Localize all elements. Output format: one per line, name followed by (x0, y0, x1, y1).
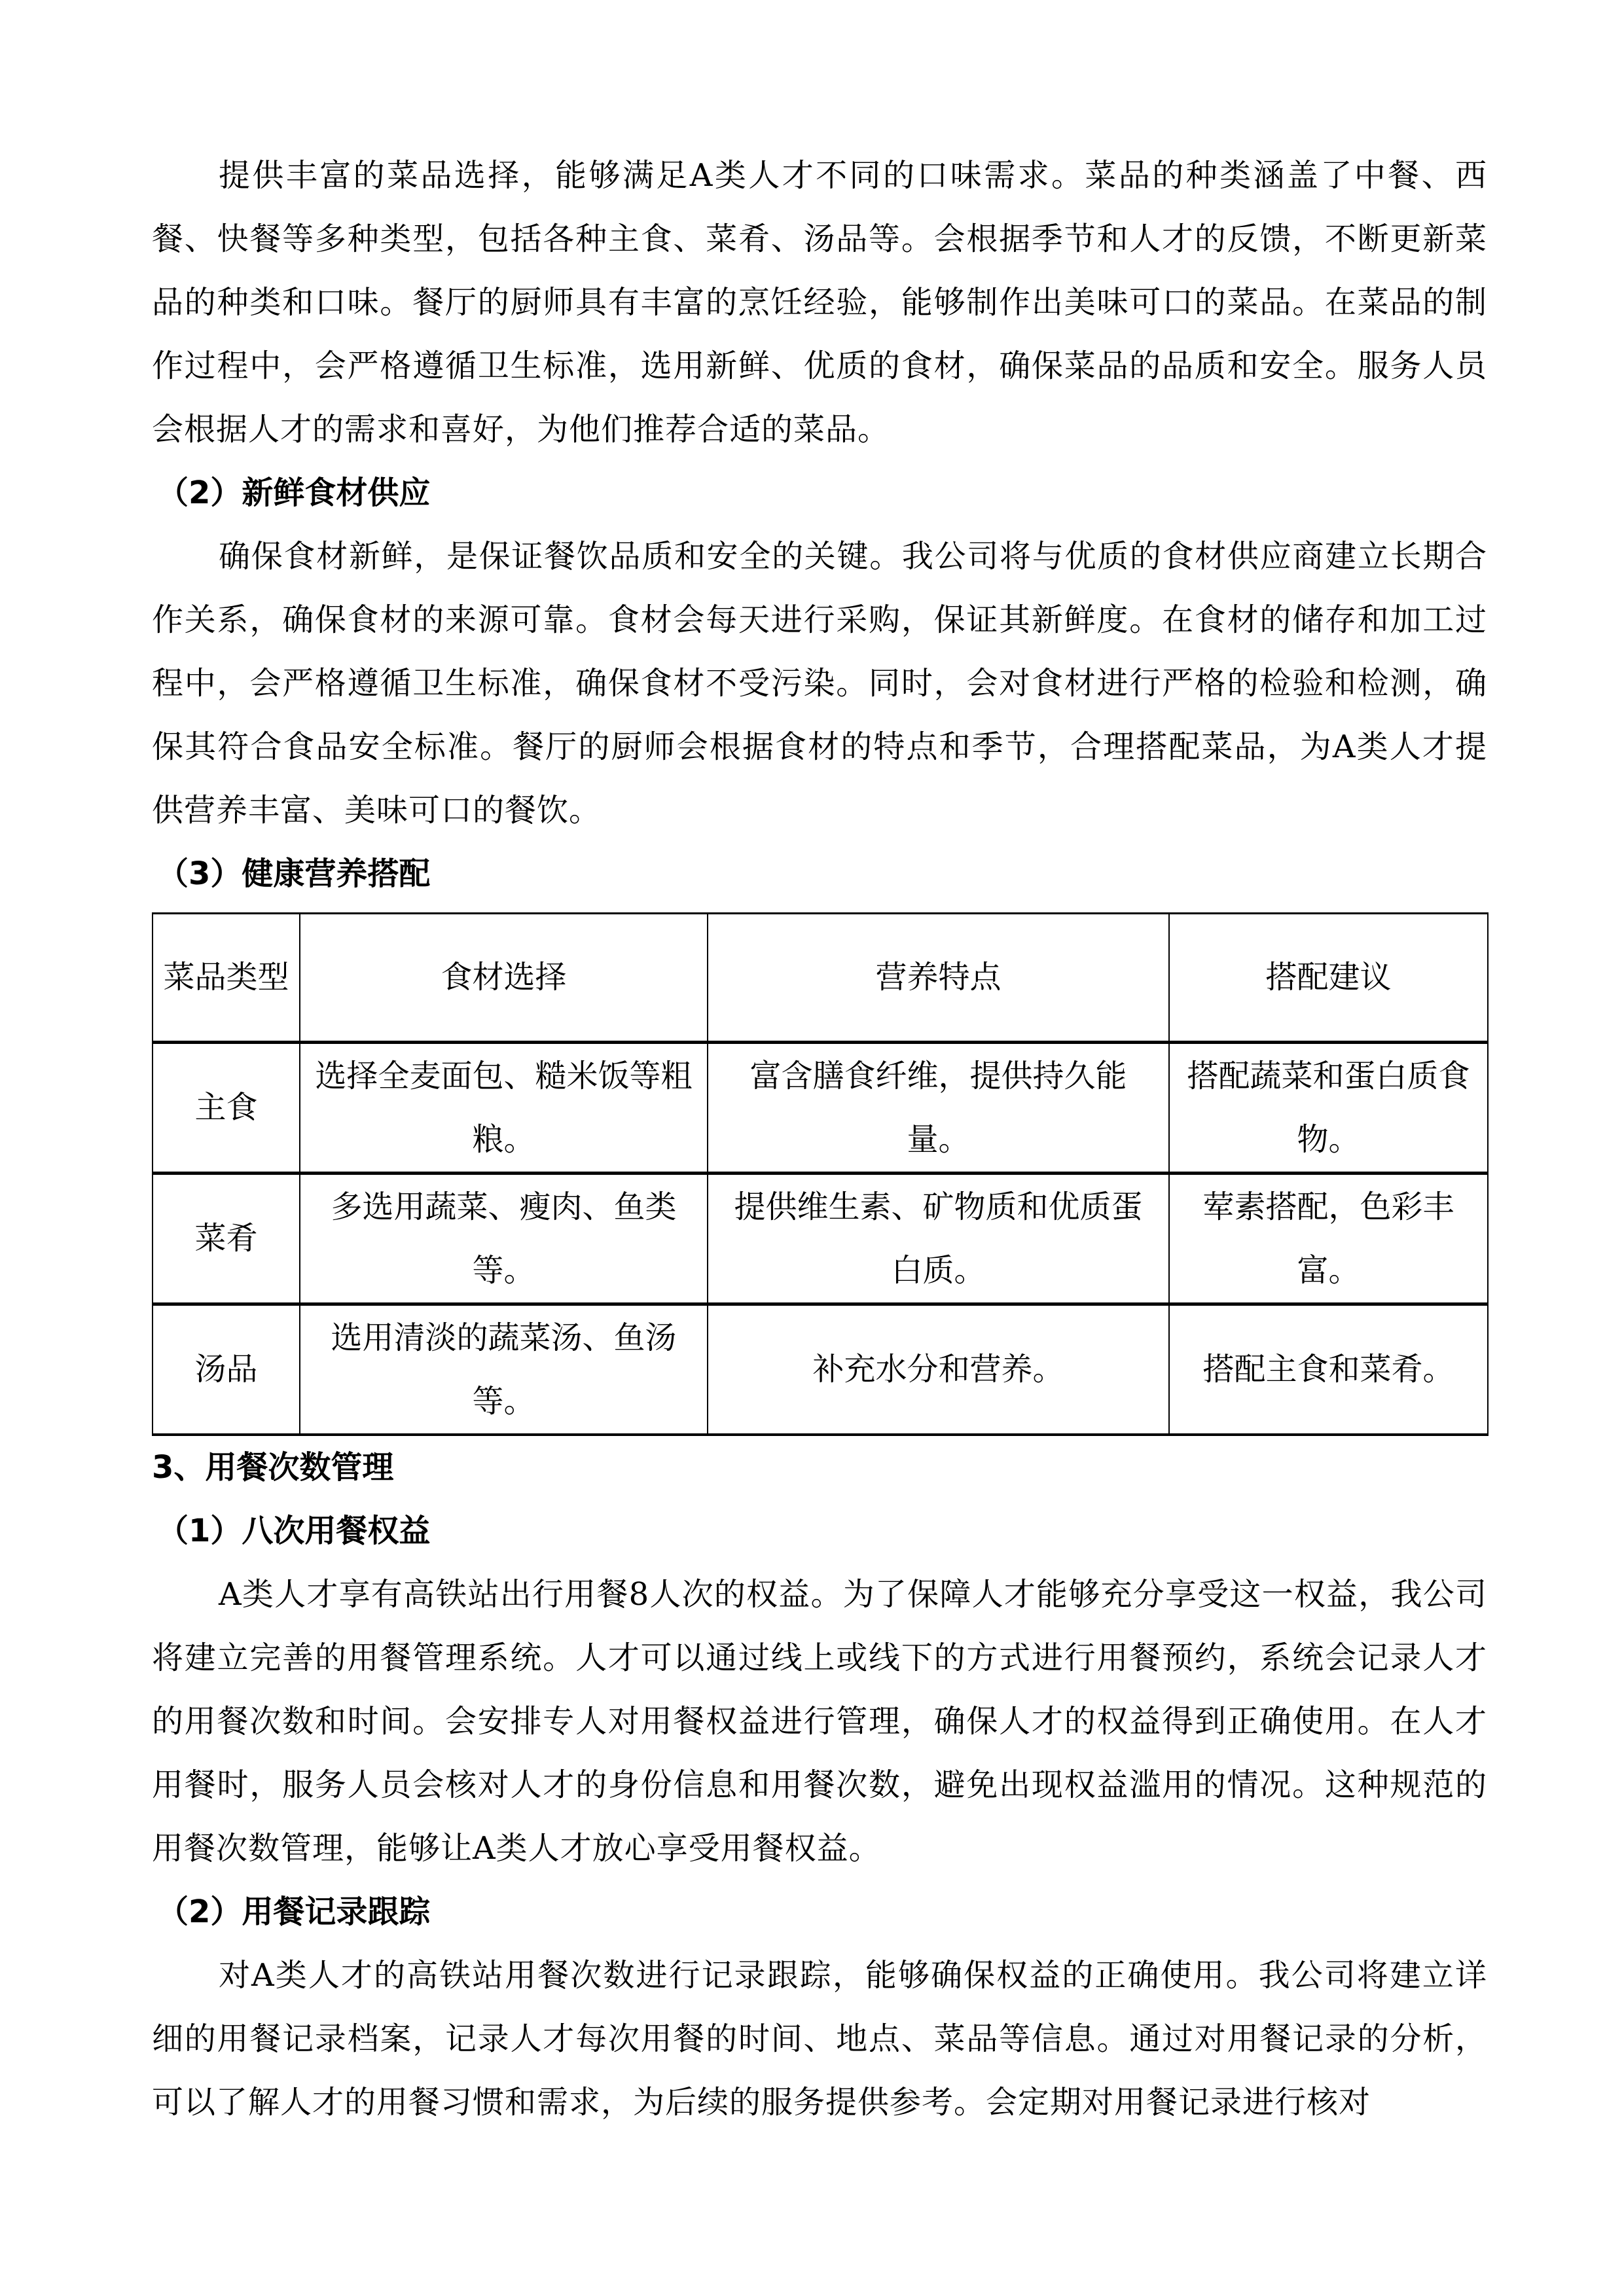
table-row (153, 1043, 1488, 1174)
table-cell: 搭配蔬菜和蛋白质食物。 (1169, 1043, 1488, 1174)
table-cell-type: 主食 (153, 1043, 300, 1174)
heading-eight-meal-rights: （1）八次用餐权益 (157, 1513, 431, 1549)
table-header-cell: 搭配建议 (1169, 914, 1488, 1043)
paragraph-dish-selection: 提供丰富的菜品选择，能够满足A类人才不同的口味需求。菜品的种类涵盖了中餐、西餐、快餐等多种类型，包括各种主食、菜肴、汤品等。会根据季节和人才的反馈，不断更新菜品的种类和口味。餐厅的厨师具有丰富的烹饪经验，能够制作出美味可口的菜品。在菜品的制作过程中，会严格遵循卫生标准，选用新鲜、优质的食材，确保菜品的品质和安全。服务人员会根据人才的需求和喜好，为他们推荐合适的菜品。 (152, 157, 1487, 448)
table-row (153, 1304, 1488, 1435)
table-cell-type: 菜肴 (153, 1174, 300, 1304)
table-header-cell: 营养特点 (708, 914, 1169, 1043)
table-cell: 补充水分和营养。 (708, 1304, 1169, 1435)
heading-fresh-ingredients: （2）新鲜食材供应 (157, 475, 431, 511)
paragraph-fresh-ingredients: 确保食材新鲜，是保证餐饮品质和安全的关键。我公司将与优质的食材供应商建立长期合作关系，确保食材的来源可靠。食材会每天进行采购，保证其新鲜度。在食材的储存和加工过程中，会严格遵循卫生标准，确保食材不受污染。同时，会对食材进行严格的检验和检测，确保其符合食品安全标准。餐厅的厨师会根据食材的特点和季节，合理搭配菜品，为A类人才提供营养丰富、美味可口的餐饮。 (152, 538, 1487, 829)
table-cell-type: 汤品 (153, 1304, 300, 1435)
table-cell: 选择全麦面包、糙米饭等粗粮。 (300, 1043, 708, 1174)
table-cell: 荤素搭配，色彩丰富。 (1169, 1174, 1488, 1304)
document-page (152, 144, 1487, 2134)
table-cell: 富含膳食纤维，提供持久能量。 (708, 1043, 1169, 1174)
table-header-cell: 食材选择 (300, 914, 708, 1043)
paragraph-meal-record-tracking: 对A类人才的高铁站用餐次数进行记录跟踪，能够确保权益的正确使用。我公司将建立详细的用餐记录档案，记录人才每次用餐的时间、地点、菜品等信息。通过对用餐记录的分析，可以了解人才的用餐习惯和需求，为后续的服务提供参考。会定期对用餐记录进行核对 (152, 1957, 1487, 2121)
nutrition-table (152, 912, 1489, 1436)
table-cell: 搭配主食和菜肴。 (1169, 1304, 1488, 1435)
heading-meal-record-tracking: （2）用餐记录跟踪 (157, 1893, 431, 1930)
table-cell: 提供维生素、矿物质和优质蛋白质。 (708, 1174, 1169, 1304)
table-row (153, 1174, 1488, 1304)
table-cell: 选用清淡的蔬菜汤、鱼汤等。 (300, 1304, 708, 1435)
table-header-row (153, 914, 1488, 1043)
table-cell: 多选用蔬菜、瘦肉、鱼类等。 (300, 1174, 708, 1304)
heading-healthy-nutrition: （3）健康营养搭配 (157, 855, 431, 892)
paragraph-eight-meal-rights: A类人才享有高铁站出行用餐8人次的权益。为了保障人才能够充分享受这一权益，我公司将建立完善的用餐管理系统。人才可以通过线上或线下的方式进行用餐预约，系统会记录人才的用餐次数和时间。会安排专人对用餐权益进行管理，确保人才的权益得到正确使用。在人才用餐时，服务人员会核对人才的身份信息和用餐次数，避免出现权益滥用的情况。这种规范的用餐次数管理，能够让A类人才放心享受用餐权益。 (152, 1576, 1487, 1867)
table-header-cell: 菜品类型 (153, 914, 300, 1043)
heading-meal-count-management: 3、用餐次数管理 (152, 1449, 394, 1486)
